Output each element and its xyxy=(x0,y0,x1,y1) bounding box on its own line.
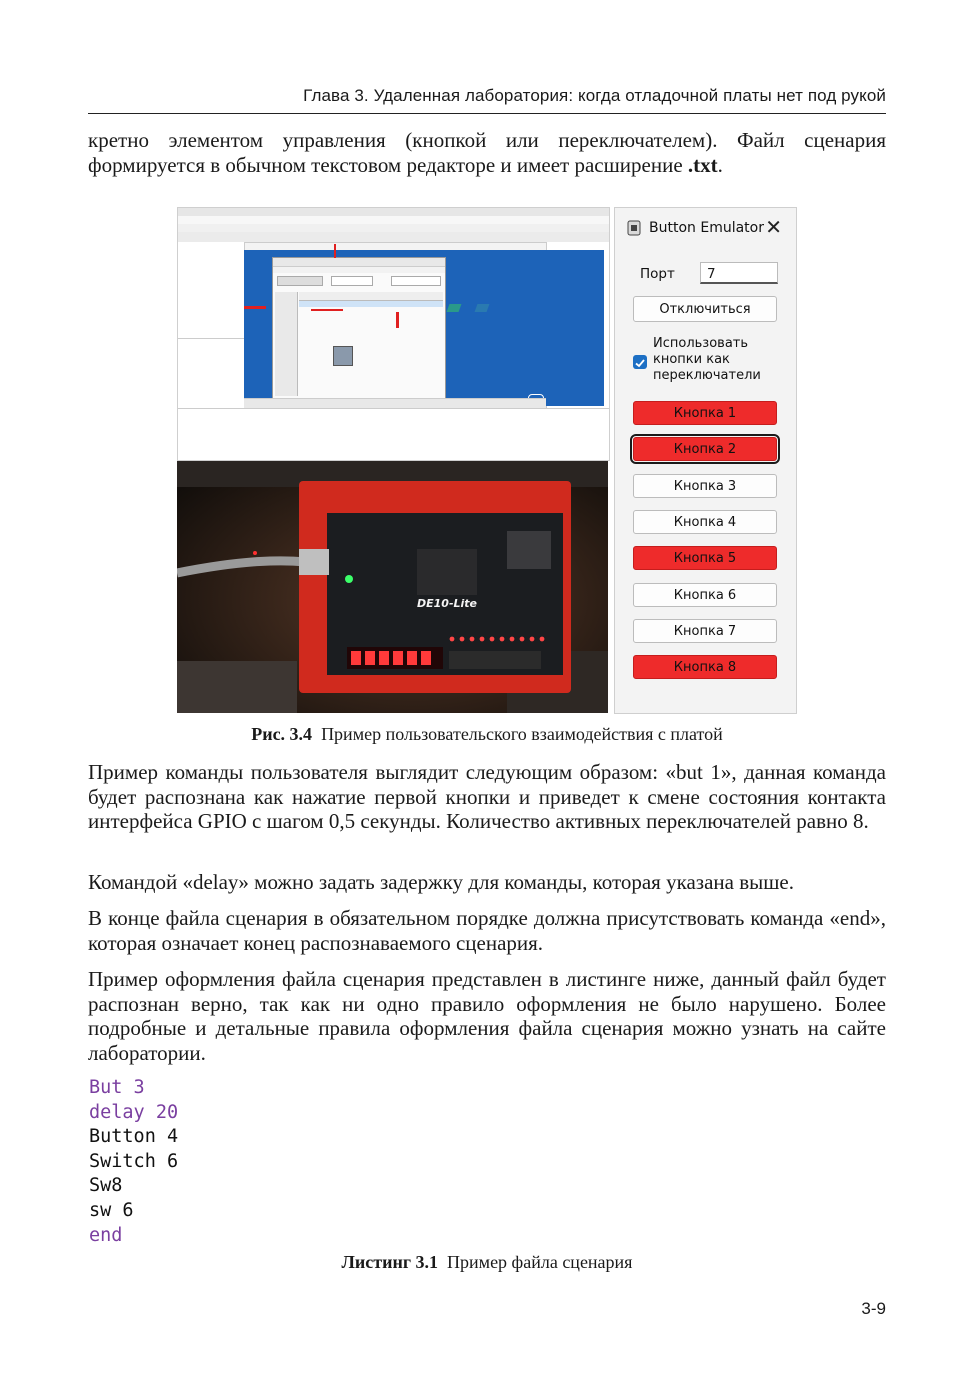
arrow-right-icon xyxy=(244,306,266,309)
listing-caption-text: Пример файла сценария xyxy=(447,1252,633,1272)
page-number: 3-9 xyxy=(861,1299,886,1318)
listing-line: Switch 6 xyxy=(89,1150,179,1172)
paragraph-delay: Командой «delay» можно задать задержку для команды, которая указана выше. xyxy=(88,870,794,894)
listing-line: Sw8 xyxy=(89,1175,123,1197)
emulator-button-1[interactable]: Кнопка 1 xyxy=(633,401,777,425)
intro-text-before: кретно элементом управления (кнопкой или переключателем). Файл сценария формируется в обычном текстовом редакторе и имеет расширение xyxy=(88,128,886,177)
toggle-mode-checkbox[interactable] xyxy=(633,355,647,369)
arrow-up-icon xyxy=(334,244,336,258)
emulator-button-4[interactable]: Кнопка 4 xyxy=(633,510,777,534)
paragraph-listing-intro: Пример оформления файла сценария представлен в листинге ниже, данный файл будет распознан верно, так как ни одно правило оформления не было нарушено. Более подробные и детальные правила оформления файла сценария можно узнать на сайте лаборатории. xyxy=(88,967,886,1065)
listing-line: But 3 xyxy=(89,1077,145,1098)
figure-caption-text: Пример пользовательского взаимодействия с платой xyxy=(321,724,723,744)
button-emulator-window xyxy=(614,207,797,714)
close-icon[interactable]: ✕ xyxy=(765,215,782,239)
quartus-screenshot xyxy=(177,207,610,461)
running-header: Глава 3. Удаленная лаборатория: когда отладочной платы нет под рукой xyxy=(303,86,886,105)
arrow-up-icon xyxy=(396,312,399,328)
emulator-button-2[interactable]: Кнопка 2 xyxy=(633,437,777,461)
listing-line: Button 4 xyxy=(89,1126,179,1148)
emulator-button-3[interactable]: Кнопка 3 xyxy=(633,474,777,498)
toggle-mode-label: Использовать кнопки как переключатели xyxy=(653,336,761,383)
emulator-button-5[interactable]: Кнопка 5 xyxy=(633,546,777,570)
listing-line: delay 20 xyxy=(89,1101,179,1123)
port-label: Порт xyxy=(640,266,675,282)
emulator-button-8[interactable]: Кнопка 8 xyxy=(633,655,777,679)
listing-caption xyxy=(88,1252,886,1273)
intro-text-after: . xyxy=(717,152,723,177)
header-rule xyxy=(88,113,886,114)
programmer-window xyxy=(272,257,446,399)
app-icon xyxy=(627,220,641,236)
board-photo xyxy=(177,461,608,713)
emulator-button-7[interactable]: Кнопка 7 xyxy=(633,619,777,643)
disconnect-button[interactable]: Отключиться xyxy=(633,296,777,322)
port-input[interactable]: 7 xyxy=(700,262,778,284)
script-listing xyxy=(89,1076,178,1248)
check-icon xyxy=(633,356,647,370)
figure-caption xyxy=(88,724,886,745)
paragraph-end: В конце файла сценария в обязательном порядке должна присутствовать команда «end», которая означает конец распознаваемого сценария. xyxy=(88,906,886,955)
emulator-button-6[interactable]: Кнопка 6 xyxy=(633,583,777,607)
window-title: Button Emulator xyxy=(649,220,764,236)
listing-line: sw 6 xyxy=(89,1199,134,1221)
listing-line: end xyxy=(89,1224,123,1246)
figure-caption-label: Рис. 3.4 xyxy=(251,724,313,744)
intro-paragraph xyxy=(88,128,886,177)
intro-bold-ext: .txt xyxy=(687,152,718,177)
listing-caption-label: Листинг 3.1 xyxy=(341,1252,439,1272)
board-label: DE10-Lite xyxy=(417,597,478,610)
paragraph-command-example: Пример команды пользователя выглядит следующим образом: «but 1», данная команда будет распознана как нажатие первой кнопки и приведет к смене состояния контакта интерфейса GPIO с шагом 0,5 секунды. Количество активных переключателей равно 8. xyxy=(88,760,886,833)
